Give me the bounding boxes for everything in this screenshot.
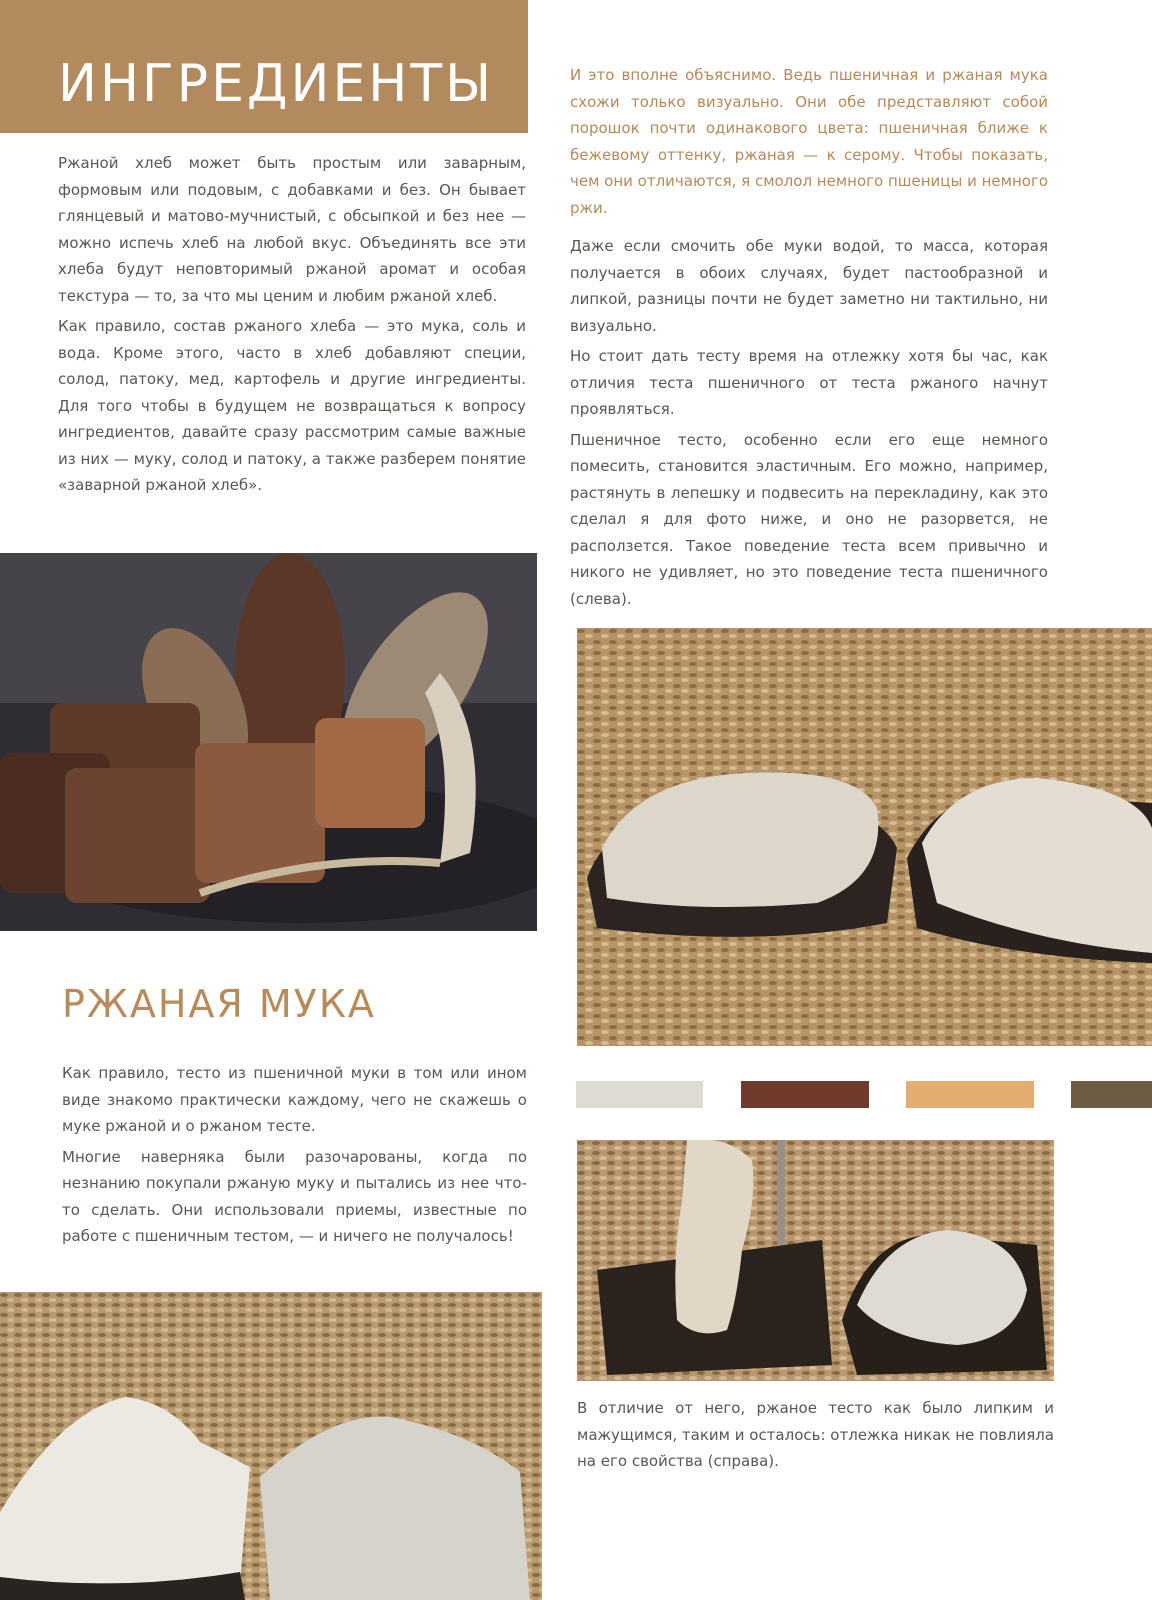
- color-swatch: [1071, 1081, 1152, 1108]
- photo-stretched-dough: [577, 1140, 1054, 1381]
- highlight-paragraph: И это вполне объяснимо. Ведь пшеничная и ржаная мука схожи только визуально. Они обе представляют собой порошок почти одинакового цвета: пшеничная ближе к бежевому оттенку, ржаная — к серому. Чтобы показать, чем они отличаются, я смолол немного пшеницы и немного ржи.: [570, 66, 1049, 217]
- right-column-text: [570, 62, 1048, 616]
- paragraph: Пшеничное тесто, особенно если его еще немного помесить, становится эластичным. Его можно, например, растянуть в лепешку и подвесить на перекладину, как это сделал я для фото ниже, и оно не разорвется, не расползется. Такое поведение теста всем привычно и никого не удивляет, но это поведение теста пшеничного (слева).: [570, 430, 1048, 608]
- paragraph: Как правило, тесто из пшеничной муки в том или ином виде знакомо практически каждому, чего не скажешь о муке ржаной и о ржаном тесте.: [62, 1064, 527, 1135]
- photo-rye-breads: [0, 553, 537, 931]
- paragraph: Многие наверняка были разочарованы, когда по незнанию покупали ржаную муку и пытались из нее что-то сделать. Они использовали приемы, известные по работе с пшеничным тестом, — и ничего не получалось!: [62, 1147, 527, 1245]
- paragraph: Даже если смочить обе муки водой, то масса, которая получается в обоих случаях, будет пастообразной и липкой, разницы почти не будет заметно ни тактильно, ни визуально.: [570, 237, 1048, 335]
- paragraph: Ржаной хлеб может быть простым или заварным, формовым или подовым, с добавками и без. Он бывает глянцевый и матово-мучнистый, с обсыпкой и без нее — можно испечь хлеб на любой вкус. Объединять все эти хлеба будут неповторимый ржаной аромат и особая текстура — то, за что мы ценим и любим ржаной хлеб.: [58, 154, 526, 305]
- section-title: РЖАНАЯ МУКА: [62, 982, 376, 1026]
- paragraph: Но стоит дать тесту время на отлежку хотя бы час, как отличия теста пшеничного от теста ржаного начнут проявляться.: [570, 347, 1048, 418]
- photo-doughs-comparison: [577, 628, 1152, 1046]
- color-swatch: [906, 1081, 1034, 1108]
- left-intro-text: [58, 150, 526, 503]
- photo-flour-piles: [0, 1292, 542, 1600]
- page-title: ИНГРЕДИЕНТЫ: [58, 54, 495, 114]
- paragraph: Как правило, состав ржаного хлеба — это мука, соль и вода. Кроме этого, часто в хлеб добавляют специи, солод, патоку, мед, картофель и другие ингредиенты. Для того чтобы в будущем не возвращаться к вопросу ингредиентов, давайте сразу рассмотрим самые важные из них — муку, солод и патоку, а также разберем понятие «заварной ржаной хлеб».: [58, 317, 526, 494]
- photo-caption: В отличие от него, ржаное тесто как было липким и мажущимся, таким и осталось: отлежка никак не повлияла на его свойства (справа).: [577, 1399, 1054, 1470]
- color-swatch: [741, 1081, 869, 1108]
- section-text: [62, 1060, 527, 1254]
- color-swatch: [576, 1081, 703, 1108]
